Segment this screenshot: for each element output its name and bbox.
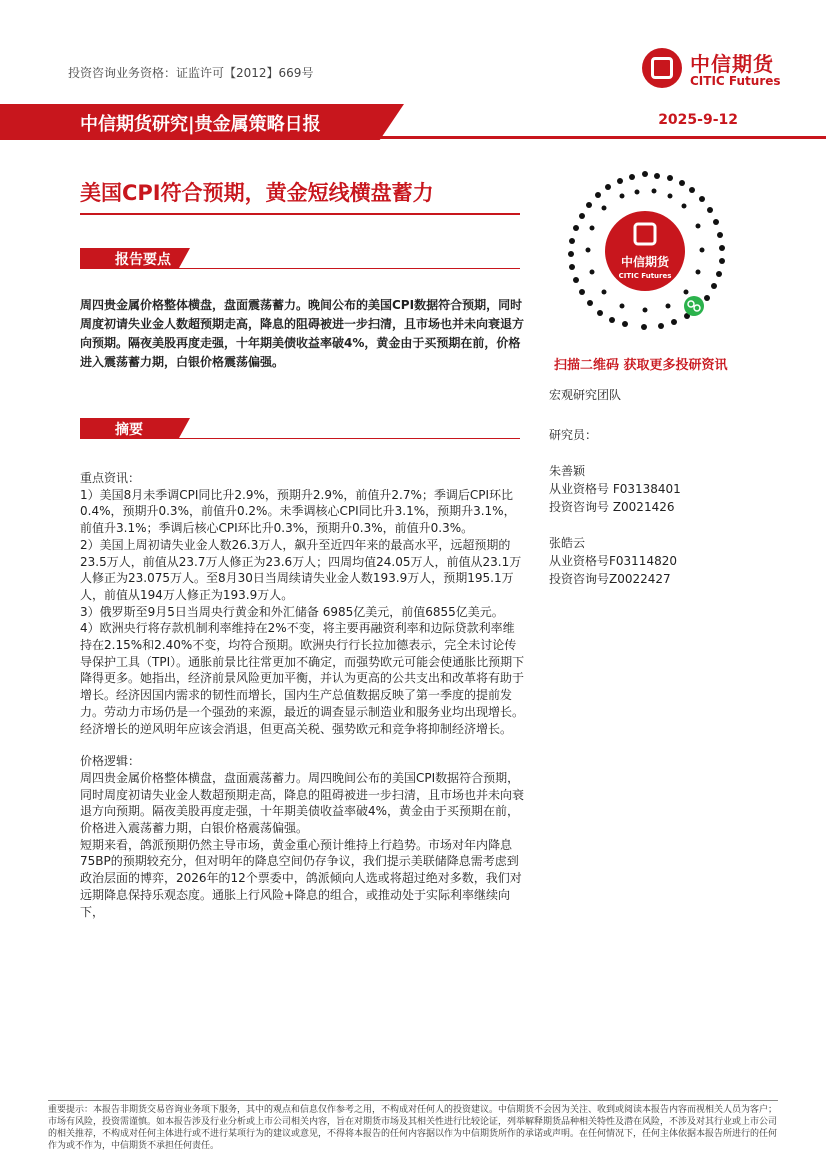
disclaimer-rule — [48, 1100, 778, 1101]
qr-logo-en: CITIC Futures — [618, 272, 672, 280]
author-cert: 从业资格号 F03138401 — [549, 482, 681, 496]
logo-en: CITIC Futures — [690, 74, 781, 88]
body-paragraph: 短期来看，鸽派预期仍然主导市场，黄金重心预计维持上行趋势。市场对年内降息75BP的预期较充分，但对明年的降息空间仍存争议，我们提示美联储降息需考虑到政治层面的博弈，2026年的12个票委中，鸽派倾向人选或将超过绝对多数，我们对远期降息保持乐观态度。通胀上行风险+降息的组合，或推动处于实际利率继续向下， — [80, 837, 522, 919]
section-key-title: 报告要点 — [115, 252, 171, 268]
report-headline: 美国CPI符合预期，黄金短线横盘蓄力 — [80, 181, 434, 205]
qr-code[interactable] — [562, 168, 728, 334]
banner-title: 中信期货研究|贵金属策略日报 — [80, 114, 321, 135]
headline-rule — [80, 213, 520, 215]
license-text: 投资咨询业务资格：证监许可【2012】669号 — [68, 66, 314, 80]
citic-logo — [642, 46, 804, 96]
key-points-text: 周四贵金属价格整体横盘，盘面震荡蓄力。晚间公布的美国CPI数据符合预期，同时周度初请失业金人数超预期走高，降息的阻碍被进一步扫清，且市场也并未向衰退方向预期。隔夜美股再度走强，十年期美债收益率破4%，黄金由于买预期在前，价格进入震荡蓄力期，白银价格震荡偏强。 — [80, 298, 525, 369]
citic-logo-icon — [642, 48, 682, 88]
body-paragraph: 4）欧洲央行将存款机制利率维持在2%不变，将主要再融资利率和边际贷款利率维持在2.15%和2.40%不变，均符合预期。欧洲央行行长拉加德表示，完全未讨论传导保护工具（TPI）。通胀前景比往常更加不确定，而强势欧元可能会使通胀比预期下降得更多。她指出，经济前景风险更加平衡，并认为更高的公共支出和改革将有助于增长。经济因国内需求的韧性而增长，国内生产总值数据反映了第一季度的提前发力。劳动力市场仍是一个强劲的来源，最近的调查显示制造业和服务业均出现增长。经济增长的逆风明年应该会消退，但更高关税、强势欧元和竞争将抑制经济增长。 — [80, 621, 525, 736]
body-paragraph: 3）俄罗斯至9月5日当周央行黄金和外汇储备 6985亿美元，前值6855亿美元。 — [80, 604, 504, 619]
section-summary — [80, 418, 520, 438]
author-name: 朱善颖 — [549, 464, 586, 478]
report-date: 2025-9-12 — [658, 112, 738, 128]
author-cert: 投资咨询号 Z0021426 — [549, 500, 675, 514]
report-banner — [0, 104, 826, 140]
body-spacer — [80, 737, 526, 753]
author-cert: 从业资格号F03114820 — [549, 554, 677, 568]
body-paragraph: 周四贵金属价格整体横盘，盘面震荡蓄力。周四晚间公布的美国CPI数据符合预期，同时周度初请失业金人数超预期走高，降息的阻碍被进一步扫清，且市场也并未向衰退方向预期。隔夜美股再度走强，十年期美债收益率破4%，黄金由于买预期在前，价格进入震荡蓄力期，白银价格震荡偏强。 — [80, 770, 525, 836]
author-list — [549, 426, 681, 588]
researcher-label: 研究员： — [549, 428, 598, 442]
body-paragraph: 价格逻辑： — [80, 754, 141, 769]
logo-cn: 中信期货 — [690, 52, 774, 76]
author-cert: 投资咨询号Z0022427 — [549, 572, 671, 586]
summary-body — [80, 470, 526, 920]
qr-caption: 扫描二维码 获取更多投研资讯 — [554, 358, 728, 373]
body-paragraph: 2）美国上周初请失业金人数26.3万人，飙升至近四年来的最高水平，远超预期的23.5万人，前值从23.7万人修正为23.6万人；四周均值24.05万人，前值从23.1万人修正为23.075万人。至8月30日当周续请失业金人数193.9万人，预期195.1万人，前值从194万人修正为193.9万人。 — [80, 537, 522, 602]
author-name: 张皓云 — [549, 536, 586, 550]
body-paragraph: 重点资讯： — [80, 471, 141, 485]
section-summary-title: 摘要 — [115, 422, 143, 438]
body-paragraph: 1）美国8月未季调CPI同比升2.9%，预期升2.9%，前值升2.7%；季调后CPI环比0.4%，预期升0.3%，前值升0.2%。未季调核心CPI同比升3.1%，预期升3.1%，前值升3.1%；季调后核心CPI环比升0.3%，预期升0.3%，前值升0.3%。 — [80, 487, 516, 536]
section-key-points — [80, 248, 520, 268]
qr-logo-cn: 中信期货 — [620, 255, 670, 269]
disclaimer-text: 重要提示：本报告非期货交易咨询业务项下服务，其中的观点和信息仅作参考之用，不构成对任何人的投资建议。中信期货不会因为关注、收到或阅读本报告内容而视相关人员为客户；市场有风险，投资需谨慎。如本报告涉及行业分析或上市公司相关内容，旨在对期货市场及其相关性进行比较论证，列举解释期货品种相关特性及潜在风险，不涉及对其行业或上市公司的相关推荐，不构成对任何主体进行或不进行某项行为的建议或意见，不得将本报告的任何内容据以作为中信期货所作的承诺或声明。在任何情况下，任何主体依据本报告所进行的任何作为或不作为，中信期货不承担任何责任。 — [48, 1105, 778, 1151]
team-name: 宏观研究团队 — [549, 388, 622, 402]
